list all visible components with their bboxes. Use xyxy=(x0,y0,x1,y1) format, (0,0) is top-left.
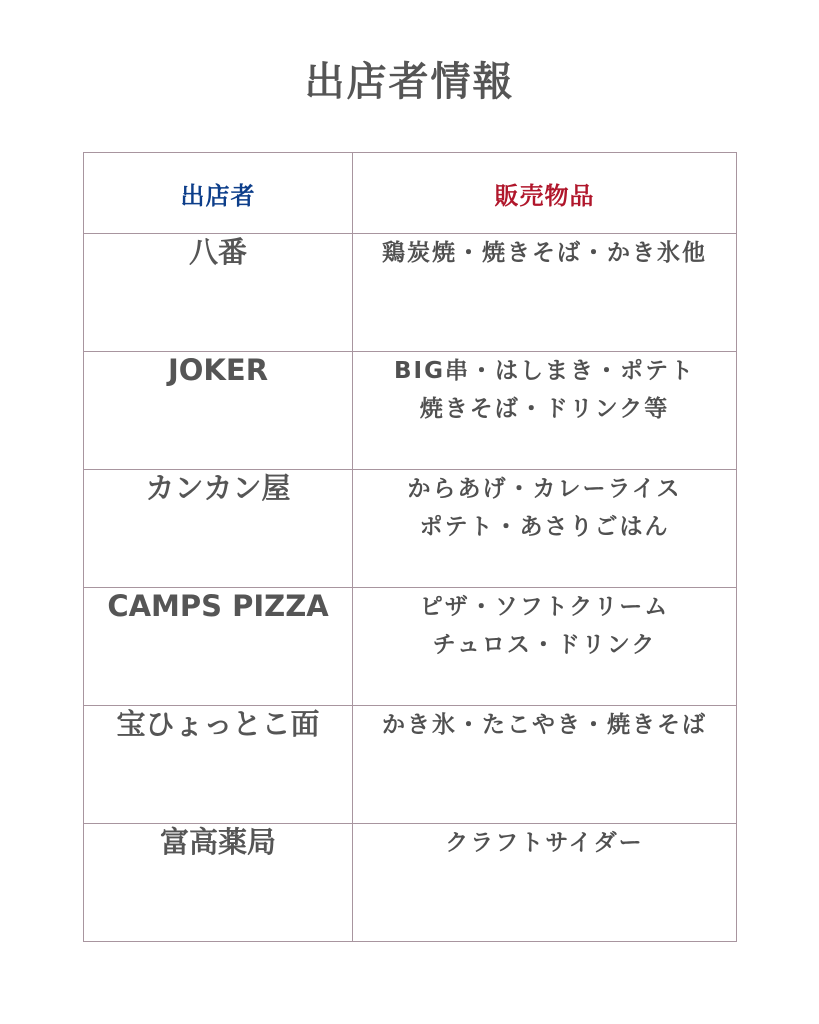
goods-cell xyxy=(353,824,737,942)
goods-cell xyxy=(353,352,737,470)
goods-line: チュロス・ドリンク xyxy=(432,632,657,658)
table-row xyxy=(84,470,737,588)
column-header-goods: 販売物品 xyxy=(353,153,737,234)
table-row xyxy=(84,234,737,352)
vendor-name: 八番 xyxy=(84,234,353,352)
vendor-name: CAMPS PIZZA xyxy=(84,588,353,706)
table-row xyxy=(84,352,737,470)
goods-cell xyxy=(353,588,737,706)
goods-line: ポテト・あさりごはん xyxy=(419,514,670,540)
vendor-name: JOKER xyxy=(84,352,353,470)
goods-line: ピザ・ソフトクリーム xyxy=(419,594,670,620)
goods-cell xyxy=(353,470,737,588)
vendor-name: 宝ひょっとこ面 xyxy=(84,706,353,824)
vendor-name: カンカン屋 xyxy=(84,470,353,588)
goods-line: BIG串・はしまき・ポテト xyxy=(394,358,695,384)
vendor-table xyxy=(83,152,737,942)
table-row xyxy=(84,824,737,942)
goods-line: からあげ・カレーライス xyxy=(407,476,682,502)
goods-line: 鶏炭焼・焼きそば・かき氷他 xyxy=(382,240,707,266)
vendor-name: 富高薬局 xyxy=(84,824,353,942)
goods-cell xyxy=(353,706,737,824)
column-header-vendor: 出店者 xyxy=(84,153,353,234)
goods-cell xyxy=(353,234,737,352)
page-title: 出店者情報 xyxy=(304,59,515,105)
goods-line: かき氷・たこやき・焼きそば xyxy=(382,712,707,738)
goods-line: クラフトサイダー xyxy=(445,830,644,856)
goods-line: 焼きそば・ドリンク等 xyxy=(419,396,670,422)
table-row xyxy=(84,706,737,824)
table-header-row xyxy=(84,153,737,234)
table-row xyxy=(84,588,737,706)
